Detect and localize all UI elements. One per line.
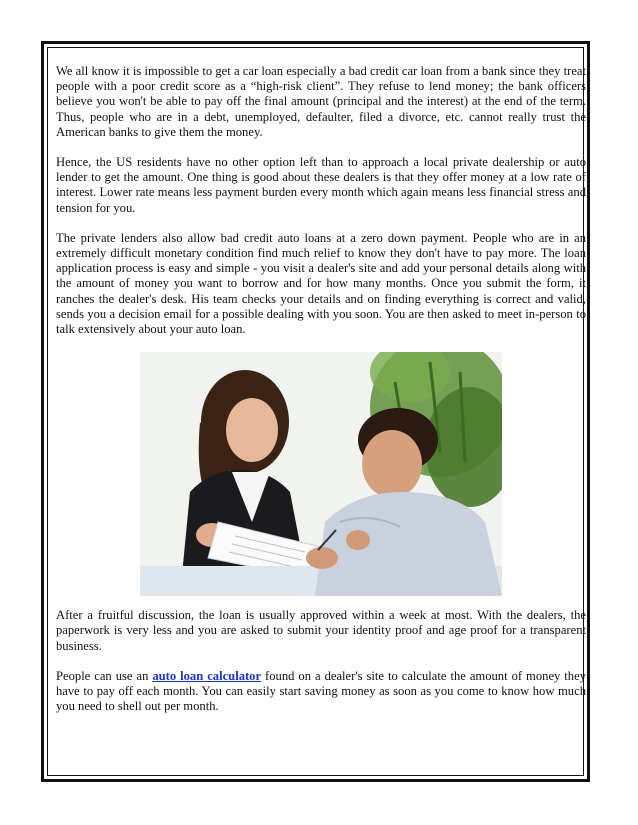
loan-meeting-illustration (140, 352, 502, 596)
paragraph-3: The private lenders also allow bad credit auto loans at a zero down payment. People who are in an extremely difficult monetary condition find much relief to know they don't have to pay more. The loan application process is easy and simple - you visit a dealer's site and add your personal details along with the amount of money you want to borrow and for how many months. Once you submit the form, it ranches the dealer's desk. His team checks your details and on finding everything is correct and valid, sends you a decision email for a possible dealing with you soon. You are then asked to meet in-person to talk extensively about your auto loan. (56, 230, 586, 337)
paragraph-5 (56, 669, 586, 715)
auto-loan-calculator-link[interactable]: auto loan calculator (152, 668, 262, 683)
document-body (56, 64, 586, 729)
loan-meeting-photo (140, 352, 502, 596)
paragraph-2: Hence, the US residents have no other option left than to approach a local private dealership or auto lender to get the amount. One thing is good about these dealers is that they offer money at a low rate of interest. Lower rate means less payment burden every month which again means less financial stress and tension for you. (56, 155, 586, 215)
paragraph-5-lead: People can use an (56, 668, 153, 683)
paragraph-4: After a fruitful discussion, the loan is usually approved within a week at most. With the dealers, the paperwork is very less and you are asked to submit your identity proof and age proof for a transparent business. (56, 608, 586, 653)
paragraph-1: We all know it is impossible to get a car loan especially a bad credit car loan from a bank since they treat people with a poor credit score as a “high-risk client”. They refuse to lend money; the bank officers believe you won't be able to pay off the final amount (principal and the interest) at the end of the term. Thus, people who are in a debt, unemployed, defaulter, filed a divorce, etc. cannot really trust the American banks to give them the money. (56, 64, 586, 139)
paragraph-5-rest: found on a dealer's site to calculate the amount of money they have to pay off each month. You can easily start saving money as soon as you come to know how much you need to shell out per month. (56, 668, 586, 714)
